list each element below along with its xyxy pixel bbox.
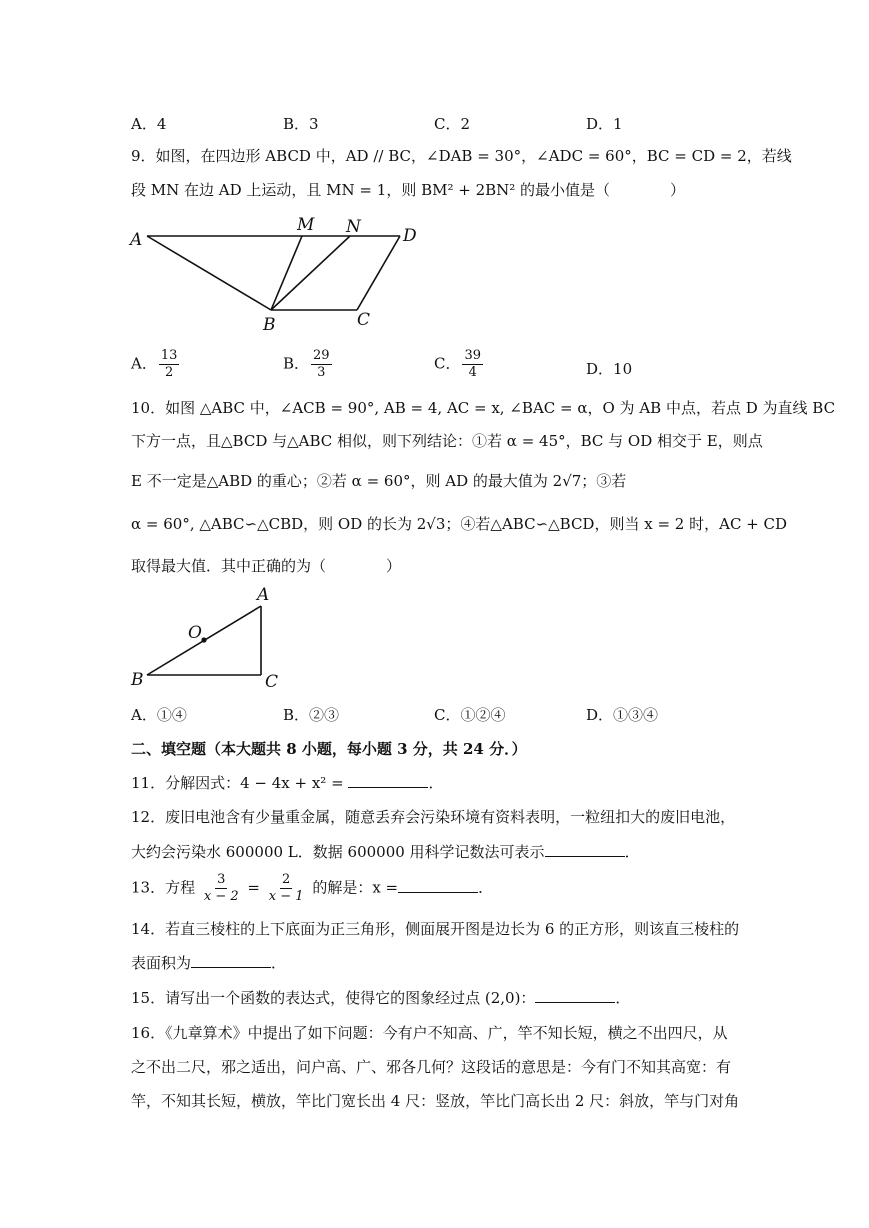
- label-a: A: [130, 230, 143, 250]
- q8-option-c: C．2: [434, 115, 471, 133]
- label-b: B: [131, 670, 144, 690]
- q10-stem-line3: E 不一定是△ABD 的重心；②若 α = 60°，则 AD 的最大值为 2√7；③若: [131, 472, 627, 490]
- q8-option-b: B．3: [283, 115, 319, 133]
- q9-figure: [125, 212, 425, 337]
- label-b: B: [263, 315, 276, 335]
- q9-option-b: B． $\frac{29}{3}$: [283, 348, 330, 380]
- label-c: C: [357, 310, 371, 330]
- q10-option-d: D．①③④: [586, 706, 659, 724]
- q12-line1: 12．废旧电池含有少量重金属，随意丢弃会污染环境有资料表明，一粒纽扣大的废旧电池，: [131, 808, 736, 826]
- segment-bn: [271, 236, 350, 310]
- q10-option-c: C．①②④: [434, 706, 506, 724]
- q9-stem-line1: 9．如图，在四边形 ABCD 中，AD // BC，∠DAB = 30°，∠ADC = 60°，BC = CD = 2，若线: [131, 147, 792, 165]
- q12-line2: 大约会污染水 600000 L．数据 600000 用科学记数法可表示 ．: [131, 843, 640, 861]
- q14-line2: 表面积为 ．: [131, 954, 287, 972]
- label-n: N: [346, 217, 361, 237]
- q10-stem-line4: α = 60°, △ABC∽△CBD，则 OD 的长为 2√3；④若△ABC∽△BCD，则当 x = 2 时，AC + CD: [131, 515, 788, 533]
- q16-line3: 竿，不知其长短，横放，竿比门宽长出 4 尺：竖放，竿比门高长出 2 尺：斜放，竿与门对角: [131, 1092, 740, 1110]
- q10-stem-line5: 取得最大值．其中正确的为（ ）: [131, 557, 402, 575]
- q10-option-a: A．①④: [131, 706, 187, 724]
- q15: 15．请写出一个函数的表达式，使得它的图象经过点 (2,0)： ．: [131, 989, 631, 1007]
- q8-option-d: D．1: [586, 115, 623, 133]
- q10-stem-line2: 下方一点，且△BCD 与△ABC 相似，则下列结论：①若 α = 45°，BC 与 OD 相交于 E，则点: [131, 432, 763, 450]
- label-o: O: [188, 623, 202, 643]
- label-m: M: [297, 215, 315, 235]
- q9-option-d: D．10: [586, 360, 633, 378]
- q10-stem-line1: 10．如图 △ABC 中，∠ACB = 90°, AB = 4, AC = x, ∠BAC = α，O 为 AB 中点，若点 D 为直线 BC: [131, 399, 836, 417]
- q16-line1: 16．《九章算术》中提出了如下问题：今有户不知高、广，竿不知长短，横之不出四尺，从: [131, 1024, 728, 1042]
- segment-ab: [147, 236, 271, 310]
- q11: 11．分解因式：4 − 4x + x² = ．: [131, 774, 444, 792]
- q9-option-c: C． $\frac{39}{4}$: [434, 348, 482, 380]
- answer-blank: [398, 878, 478, 893]
- q14-line1: 14．若直三棱柱的上下底面为正三角形，侧面展开图是边长为 6 的正方形，则该直三棱柱的: [131, 920, 740, 938]
- segment-bm: [271, 236, 302, 310]
- segment-cd: [357, 236, 400, 310]
- q10-figure: [125, 585, 295, 695]
- answer-blank: [545, 842, 625, 857]
- section-heading-fill-in: 二、填空题（本大题共 8 小题，每小题 3 分，共 24 分．）: [131, 740, 527, 758]
- answer-blank: [535, 988, 615, 1003]
- q9-option-a: A． $\frac{13}{2}$: [131, 348, 178, 380]
- label-a: A: [257, 585, 270, 605]
- label-c: C: [265, 672, 279, 692]
- q9-stem-line2: 段 MN 在边 AD 上运动，且 MN = 1，则 BM² + 2BN² 的最小值是（ ）: [131, 181, 686, 199]
- q10-option-b: B．②③: [283, 706, 340, 724]
- q8-option-a: A．4: [131, 115, 167, 133]
- point-o: [201, 637, 206, 642]
- label-d: D: [403, 226, 417, 246]
- q13: 13．方程 $\frac{3}{x - 2}$ = $\frac{2}{x - 1}$ 的解是：x = ．: [131, 872, 494, 904]
- answer-blank: [191, 953, 271, 968]
- q16-line2: 之不出二尺，邪之适出，问户高、广、邪各几何？这段话的意思是：今有门不知其高宽：有: [131, 1058, 732, 1076]
- answer-blank: [348, 773, 428, 788]
